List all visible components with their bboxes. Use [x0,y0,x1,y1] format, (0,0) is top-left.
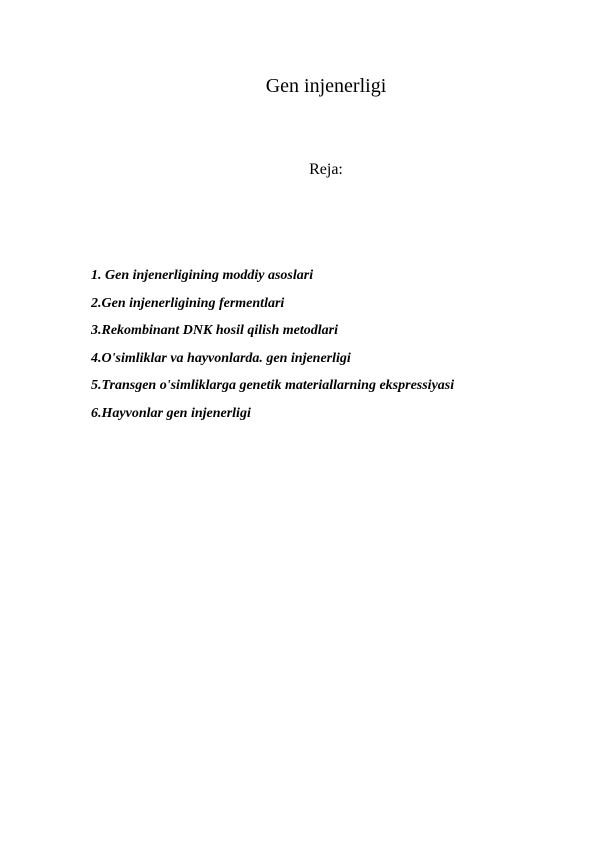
plan-item: 2.Gen injenerligining fermentlari [91,295,285,311]
plan-item: 4.O'simliklar va hayvonlarda. gen injenerligi [91,350,351,366]
plan-list [91,262,454,427]
plan-item: 5.Transgen o'simliklarga genetik materiallarning ekspressiyasi [91,378,455,393]
plan-item: 3.Rekombinant DNK hosil qilish metodlari [91,323,338,338]
plan-item: 1. Gen injenerligining moddiy asoslari [91,268,314,283]
plan-heading: Reja: [309,161,343,178]
document-title: Gen injenerligi [265,75,387,97]
plan-item: 6.Hayvonlar gen injenerligi [91,405,251,421]
